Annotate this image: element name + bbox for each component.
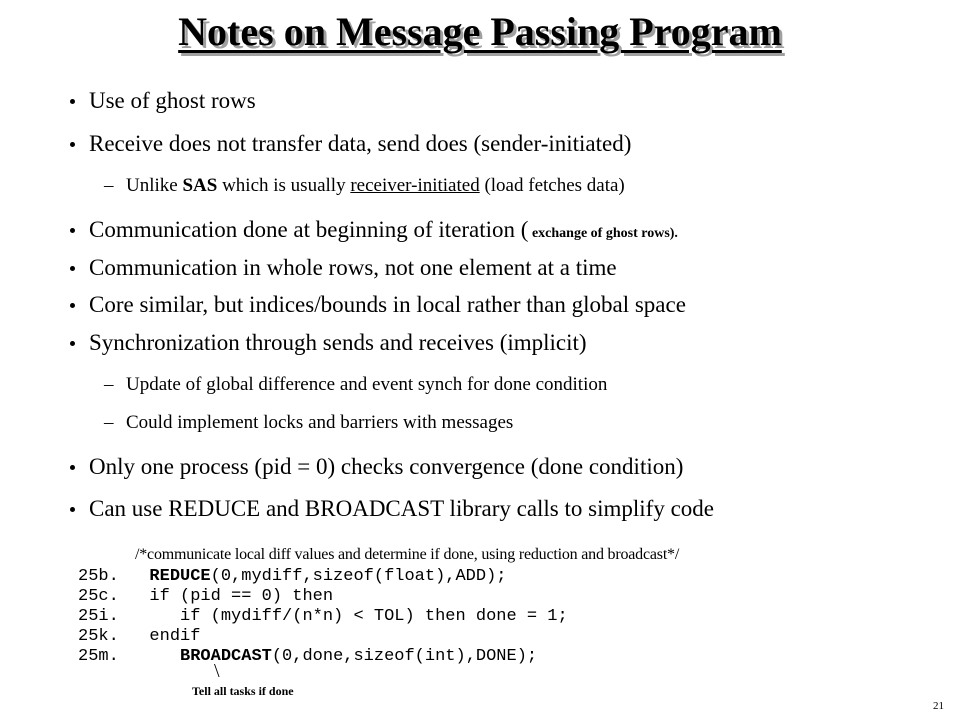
bullet-text: Can use REDUCE and BROADCAST library calls to simplify code — [89, 496, 714, 521]
line-number: 25k. — [78, 627, 119, 646]
bullet-dot — [70, 266, 75, 271]
bullet-text: Only one process (pid = 0) checks convergence (done condition) — [89, 454, 684, 479]
bullet-dot — [70, 303, 75, 308]
bullet-text: Communication in whole rows, not one element at a time — [89, 255, 617, 280]
line-number: 25b. — [78, 567, 119, 586]
code-line-25k — [78, 627, 200, 647]
bullet-dot — [70, 465, 75, 470]
subbullet-text — [126, 174, 625, 198]
code-keyword-reduce: REDUCE — [149, 567, 211, 586]
code-comment: /*communicate local diff values and determine if done, using reduction and broadcast*/ — [135, 546, 680, 563]
annotation-note: Tell all tasks if done — [192, 684, 294, 698]
text-post: (load fetches data) — [479, 175, 625, 196]
bullet-text: Use of ghost rows — [89, 88, 256, 113]
text-sas: SAS — [182, 175, 218, 196]
text-pre: Unlike — [126, 175, 183, 196]
code-text: (0,mydiff,sizeof(float),ADD); — [210, 567, 507, 586]
dash-marker: – — [104, 374, 114, 395]
bullet-dot — [70, 341, 75, 346]
bullet-text: Core similar, but indices/bounds in local rather than global space — [89, 292, 686, 317]
subbullet-text: Update of global difference and event synch for done condition — [126, 374, 608, 395]
bullet-dot — [70, 99, 75, 104]
annotation-pointer: \ — [214, 660, 220, 682]
slide-title: Notes on Message Passing Program — [178, 9, 782, 54]
line-number: 25i. — [78, 607, 119, 626]
text-receiver-initiated: receiver-initiated — [350, 175, 480, 196]
line-number: 25m. — [78, 647, 119, 666]
bullet-dot — [70, 142, 75, 147]
code-text: endif — [149, 627, 201, 646]
code-text: if (mydiff/(n*n) < TOL) then done = 1; — [180, 607, 568, 626]
line-number: 25c. — [78, 587, 119, 606]
text-mid: which is usually — [217, 175, 351, 196]
bullet-text: Receive does not transfer data, send does (sender-initiated) — [89, 131, 632, 156]
code-line-25i — [78, 607, 568, 627]
bullet-dot — [70, 228, 75, 233]
subbullet-text: Could implement locks and barriers with messages — [126, 412, 514, 433]
dash-marker: – — [104, 175, 114, 196]
code-text: (0,done,sizeof(int),DONE); — [271, 647, 538, 666]
code-keyword-broadcast: BROADCAST — [180, 647, 272, 666]
code-text: if (pid == 0) then — [149, 587, 334, 606]
code-line-25m — [78, 647, 537, 667]
code-line-25b — [78, 567, 507, 587]
bullet-text: Synchronization through sends and receives (implicit) — [89, 330, 587, 355]
bullet-dot — [70, 507, 75, 512]
bullet-text — [89, 216, 678, 248]
code-line-25c — [78, 587, 333, 607]
text-main: Communication done at beginning of iteration ( — [89, 217, 529, 242]
page-number: 21 — [933, 700, 944, 712]
dash-marker: – — [104, 412, 114, 433]
text-small: exchange of ghost rows). — [528, 226, 678, 241]
